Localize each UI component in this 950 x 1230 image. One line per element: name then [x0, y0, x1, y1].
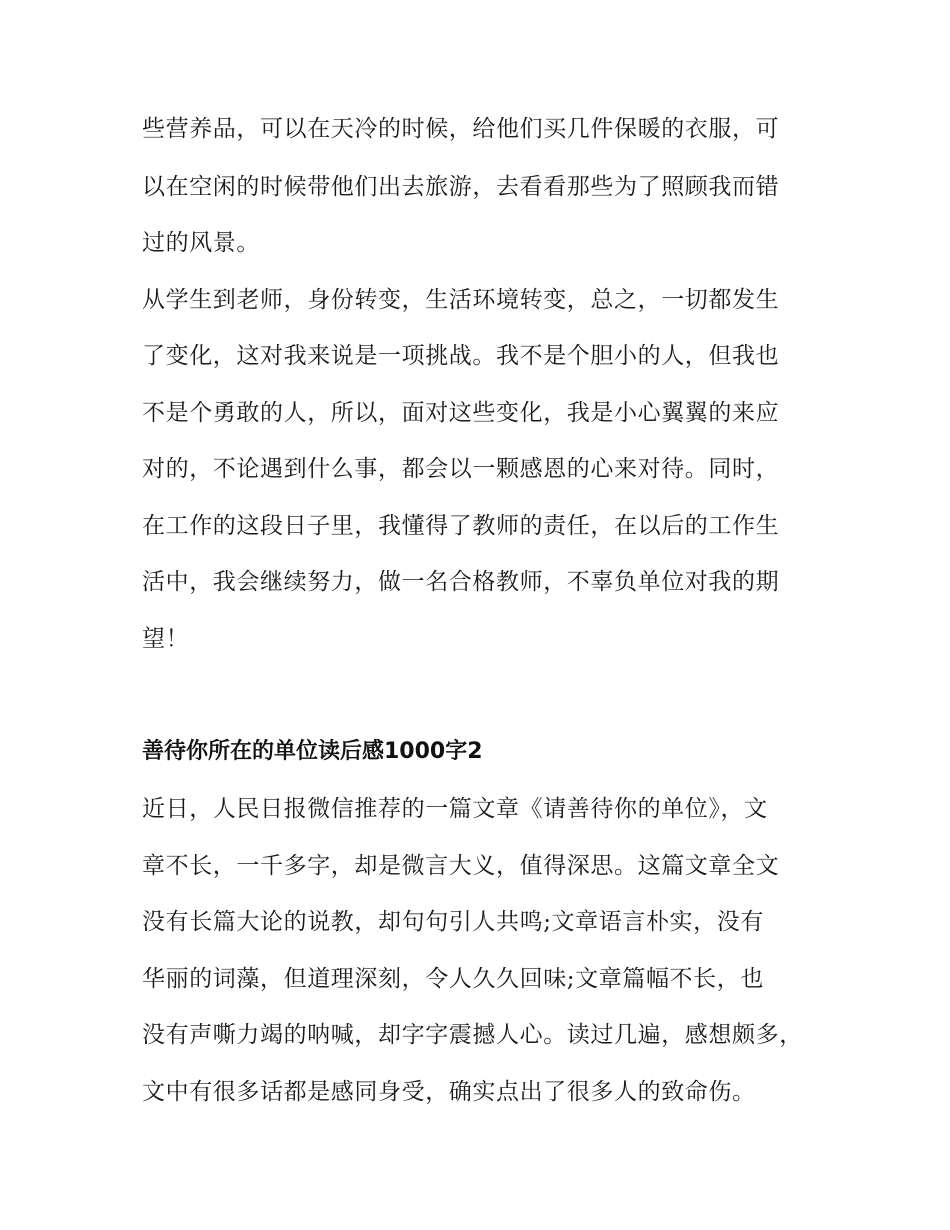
paragraph-line: 不是个勇敢的人，所以，面对这些变化，我是小心翼翼的来应: [142, 400, 780, 426]
paragraph-line: 没有长篇大论的说教，却句句引人共鸣;文章语言朴实，没有: [142, 909, 764, 935]
paragraph-line: 了变化，这对我来说是一项挑战。我不是个胆小的人，但我也: [142, 343, 780, 369]
paragraph-line: 在工作的这段日子里，我懂得了教师的责任，在以后的工作生: [142, 513, 780, 539]
paragraph-line: 活中，我会继续努力，做一名合格教师，不辜负单位对我的期: [142, 569, 780, 595]
paragraph-line: 文中有很多话都是感同身受，确实点出了很多人的致命伤。: [142, 1079, 756, 1105]
paragraph-line: 华丽的词藻，但道理深刻，令人久久回味;文章篇幅不长，也: [142, 966, 764, 992]
paragraph-line: 以在空闲的时候带他们出去旅游，去看看那些为了照顾我而错: [142, 174, 780, 200]
paragraph-line: 没有声嘶力竭的呐喊，却字字震撼人心。读过几遍，感想颇多，: [142, 1022, 803, 1048]
paragraph-line: 近日，人民日报微信推荐的一篇文章《请善待你的单位》，文: [142, 796, 768, 822]
section-heading: 善待你所在的单位读后感1000字2: [142, 739, 483, 764]
paragraph-line: 对的，不论遇到什么事，都会以一颗感恩的心来对待。同时，: [142, 456, 780, 482]
paragraph-line: 章不长，一千多字，却是微言大义，值得深思。这篇文章全文: [142, 853, 780, 879]
paragraph-line: 望！: [142, 626, 190, 652]
paragraph-line: 些营养品，可以在天冷的时候，给他们买几件保暖的衣服，可: [142, 116, 780, 142]
paragraph-line: 从学生到老师，身份转变，生活环境转变，总之，一切都发生: [142, 287, 780, 313]
paragraph-line: 过的风景。: [142, 230, 260, 256]
